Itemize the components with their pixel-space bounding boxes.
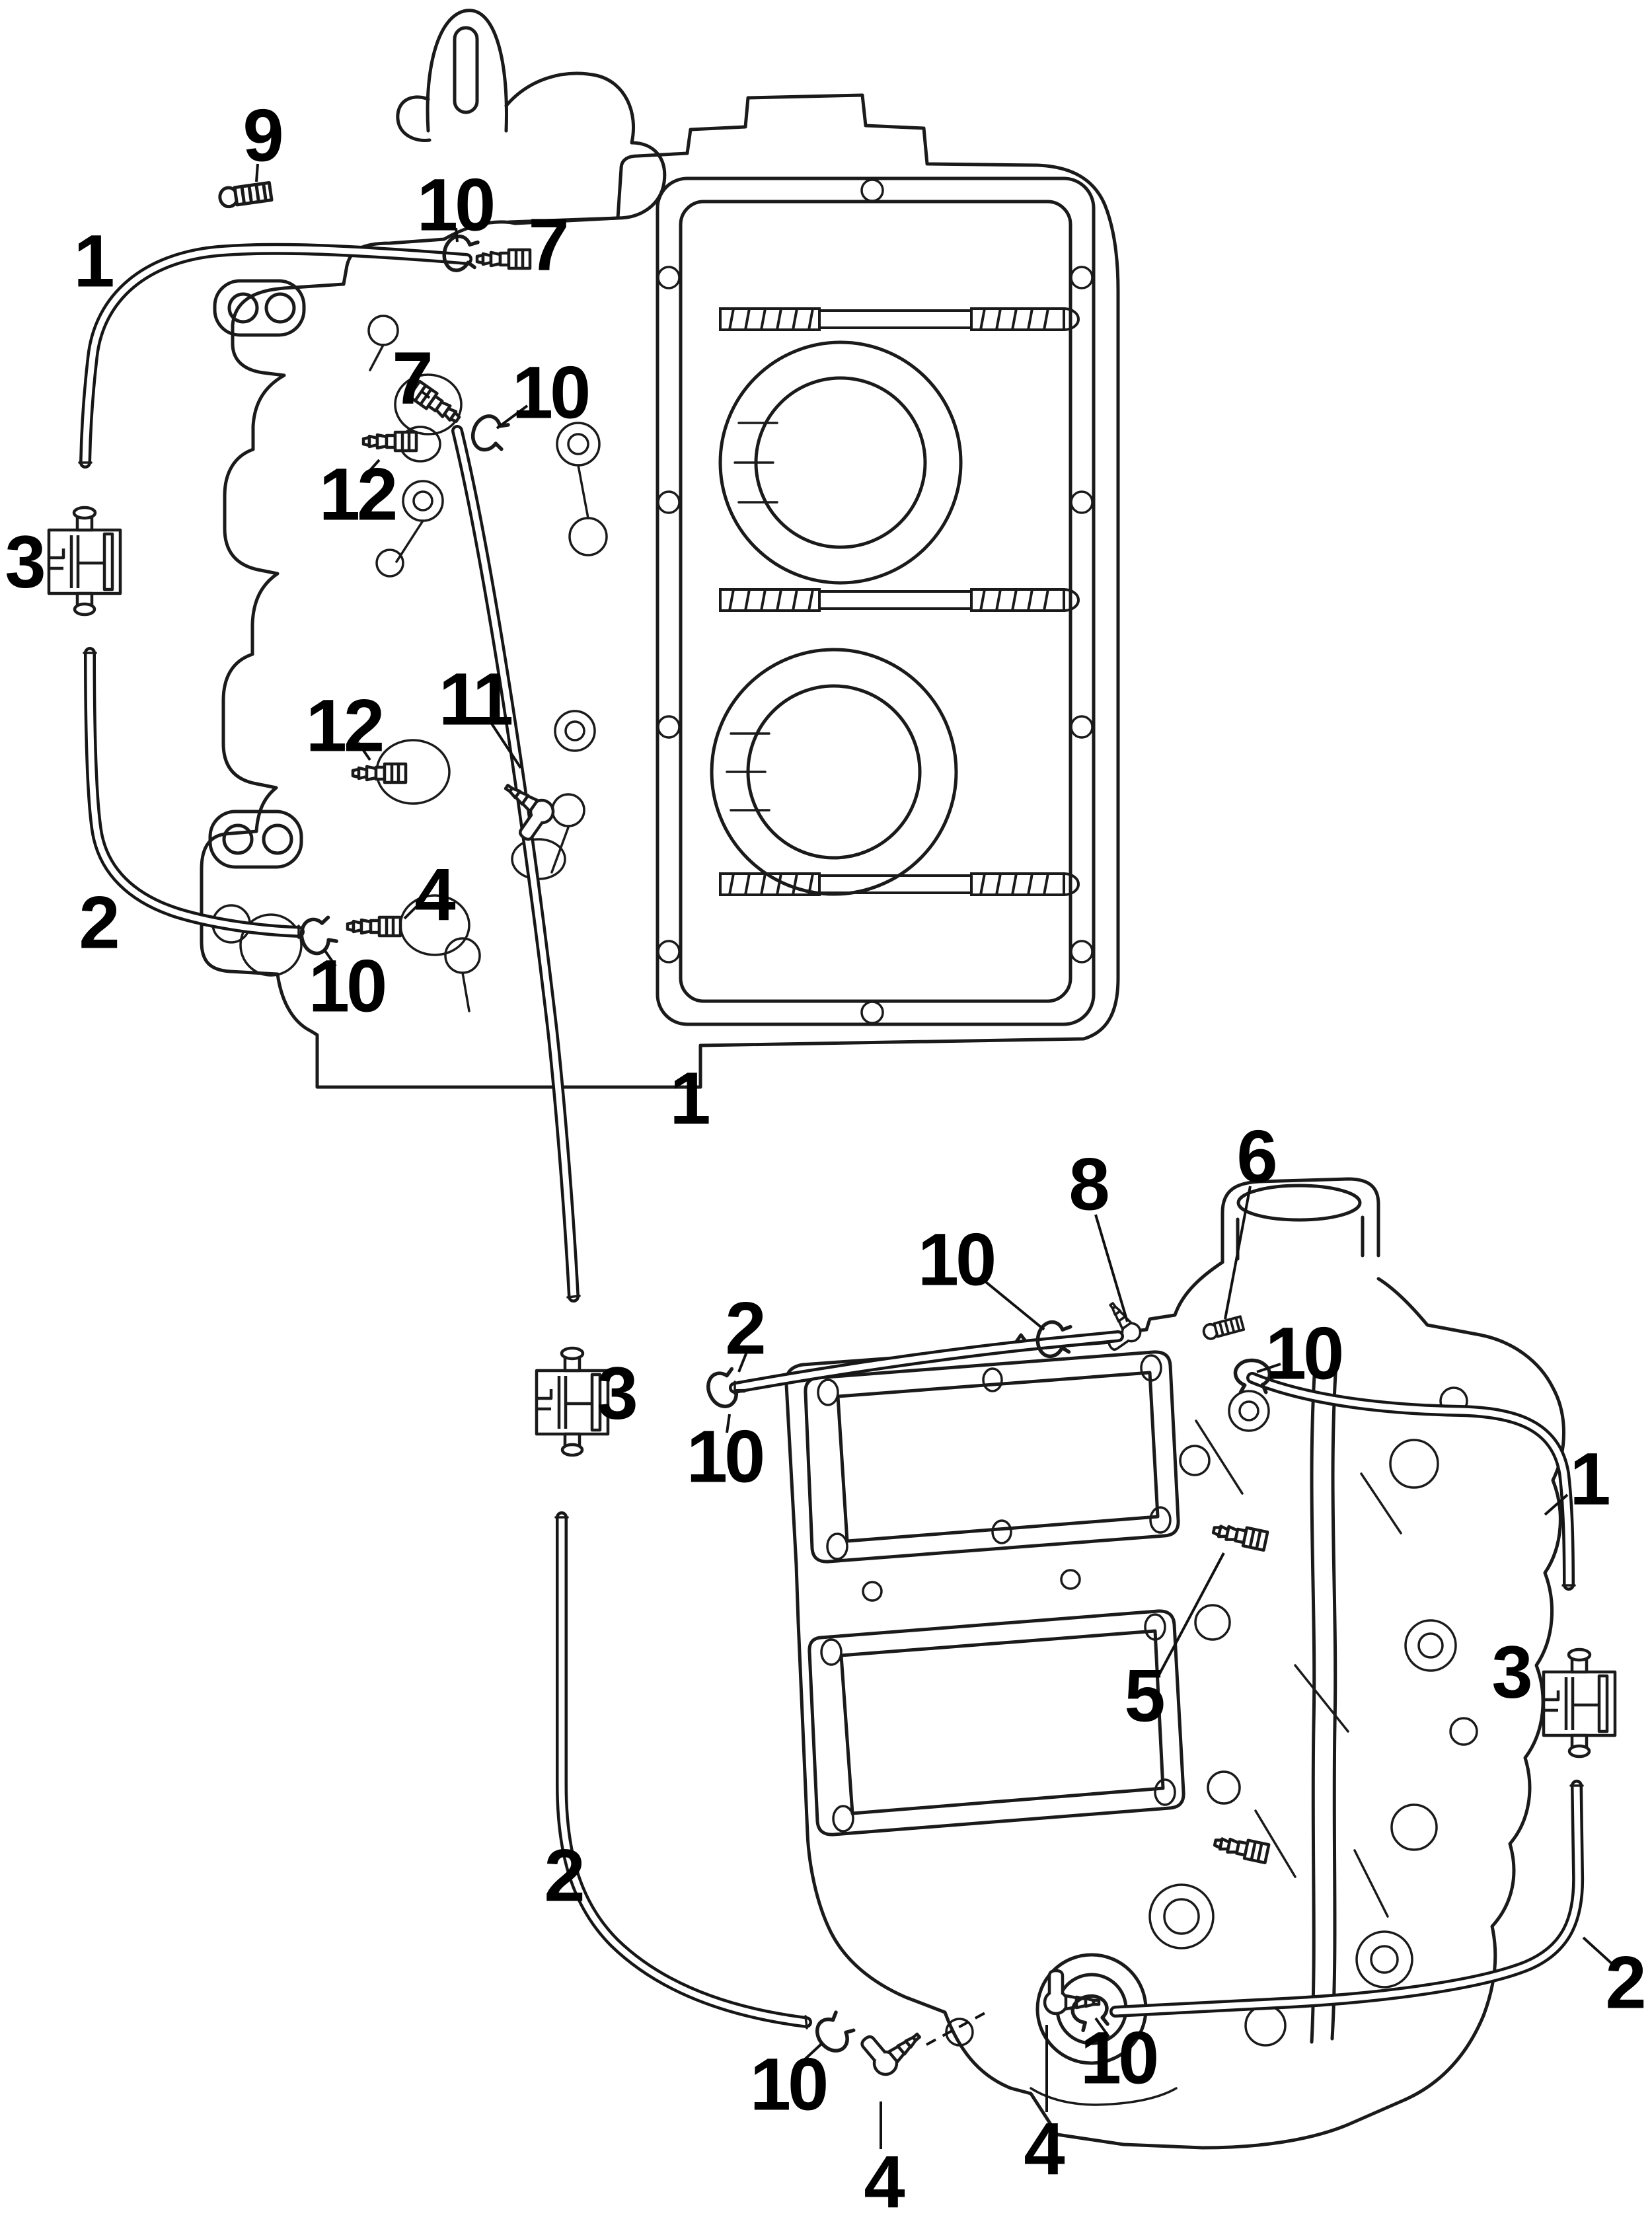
- callout-label-1: 1: [73, 219, 112, 303]
- fitting-4-part: [348, 917, 400, 936]
- callout-label-4: 4: [414, 853, 453, 936]
- check-valve-3-part: [1544, 1649, 1615, 1757]
- gasket-bolt-holes: [658, 180, 1092, 1023]
- callout-leader-10: [986, 1282, 1044, 1330]
- fitting-part: [1213, 1834, 1269, 1863]
- callout-label-10: 10: [511, 351, 588, 434]
- callout-leader-5: [1158, 1553, 1224, 1677]
- callout-label-2: 2: [725, 1287, 763, 1370]
- plug-9-part: [219, 182, 272, 208]
- callout-label-1: 1: [669, 1057, 708, 1140]
- callout-label-4: 4: [1024, 2107, 1062, 2191]
- cylinder-block-outline: [618, 95, 1118, 1045]
- fitting-12-part: [363, 432, 416, 451]
- fitting-5-part: [1212, 1521, 1267, 1550]
- callout-label-10: 10: [917, 1218, 994, 1301]
- crankcase-outline: [202, 218, 700, 1087]
- callout-label-10: 10: [416, 163, 493, 246]
- callout-label-10: 10: [1080, 2016, 1156, 2100]
- callout-label-10: 10: [1265, 1312, 1341, 1395]
- hose-1-right-segment: [1252, 1378, 1575, 1585]
- callout-label-10: 10: [308, 944, 385, 1028]
- callout-label-10: 10: [686, 1415, 763, 1498]
- callout-label-2: 2: [79, 881, 117, 964]
- stud: [720, 589, 1078, 611]
- callout-label-7: 7: [528, 203, 566, 286]
- cylinder-bore-2: [712, 650, 956, 894]
- plug-6-part: [1202, 1316, 1244, 1340]
- fitting-8-part: [1091, 1299, 1144, 1355]
- cylinder-bore-1: [720, 342, 961, 583]
- callout-label-12: 12: [319, 453, 395, 536]
- clamp-10-part: [469, 412, 511, 456]
- engine-view-bottom: [537, 1179, 1615, 2148]
- callout-label-9: 9: [243, 94, 281, 177]
- manifold-plate-upper: [806, 1352, 1178, 1562]
- callout-label-11: 11: [438, 658, 511, 741]
- hose-1-long-segment: [457, 431, 580, 1297]
- callout-label-7: 7: [392, 336, 430, 420]
- callout-label-5: 5: [1124, 1654, 1162, 1737]
- callout-label-1: 1: [1569, 1437, 1608, 1521]
- engine-view-top: [49, 11, 1118, 1297]
- between-plate-holes: [863, 1570, 1080, 1601]
- callout-label-3: 3: [5, 520, 43, 603]
- callout-label-3: 3: [597, 1351, 635, 1435]
- callout-label-2: 2: [1605, 1941, 1643, 2024]
- bolt-flange-bottom: [210, 812, 301, 867]
- callout-label-2: 2: [544, 1834, 582, 1917]
- crankcase-rear-outline: [786, 1262, 1564, 2148]
- fitting-7-part: [477, 250, 530, 268]
- hose-2-left-segment: [556, 1517, 807, 2028]
- callout-label-8: 8: [1069, 1143, 1107, 1226]
- stud: [720, 309, 1078, 330]
- callout-label-4: 4: [864, 2140, 902, 2224]
- elbow-fitting-4-part: [856, 2011, 926, 2079]
- callout-layer: [5, 95, 1643, 2224]
- callout-label-3: 3: [1491, 1630, 1530, 1714]
- callout-label-6: 6: [1236, 1115, 1275, 1198]
- check-valve-3-part: [49, 508, 120, 615]
- hose-2-top-segment: [735, 1336, 1118, 1394]
- callout-label-10: 10: [749, 2043, 826, 2126]
- callout-label-12: 12: [305, 684, 382, 767]
